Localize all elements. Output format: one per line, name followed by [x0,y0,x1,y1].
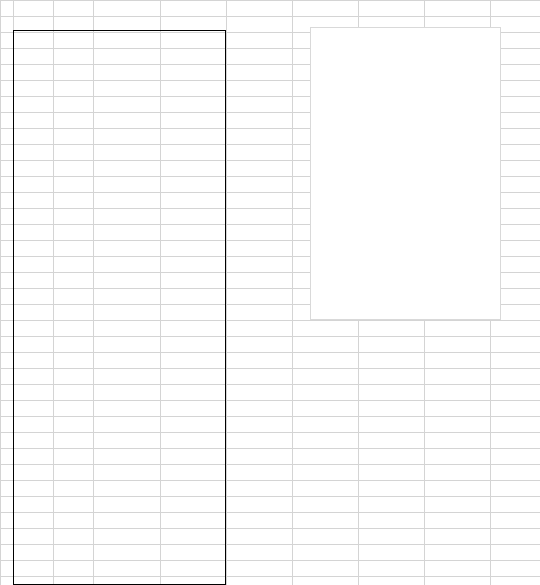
chart-plot [311,28,502,321]
scatter-chart[interactable] [310,27,501,320]
column-divider [292,0,293,585]
column-divider [226,0,227,585]
data-table-frame [13,30,226,585]
